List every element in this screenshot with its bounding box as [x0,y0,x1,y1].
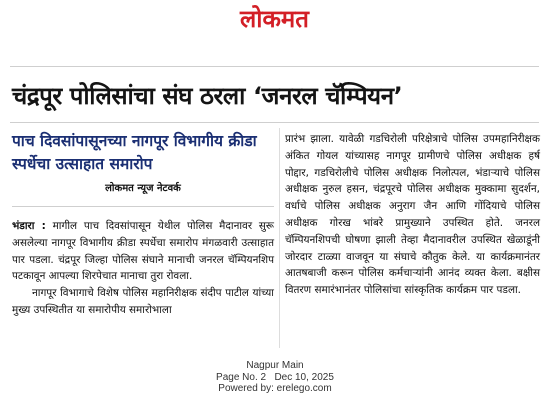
column-divider [279,128,280,348]
article-column-right [285,131,540,299]
dateline: भंडारा : [12,220,46,232]
powered-by: Powered by: erelego.com [218,383,332,394]
edition-label: Nagpur Main [246,360,304,371]
masthead-logo: लोकमत [240,5,309,33]
issue-date: Dec 10, 2025 [274,371,334,383]
article-paragraph-3: प्रारंभ झाला. यावेळी गडचिरोली परिक्षेत्राचे पोलिस उपमहानिरीक्षक अंकित गोयल यांच्यासह नागपूर ग्रामीणचे पोलिस अधीक्षक हर्ष पोद्दार, गडचिरोलीचे पोलिस अधीक्षक निलोत्पल, भंडाऱ्याचे पोलिस अधीक्षक नुरुल हसन, चंद्रपूरचे पोलिस अधीक्षक मुक्कामा सुदर्शन, वर्धाचे पोलिस अधीक्षक अनुराग जैन आणि गोंदियाचे पोलिस अधीक्षक गोरख भांबरे प्रामुख्याने उपस्थित होते. जनरल चॅम्पियनशिपची घोषणा झाली तेव्हा मैदानावरील उपस्थित खेळाडूंनी जोरदार टाळ्या वाजवून या संघाचे कौतुक केले. या कार्यक्रमानंतर आतषबाजी करून पोलिस कर्मचाऱ्यांनी आनंद व्यक्त केला. बक्षीस वितरण समारंभानंतर पोलिसांचा सांस्कृतिक कार्यक्रम पार पडला. [285,133,540,297]
paragraph-1-text: मागील पाच दिवसांपासून येथील पोलिस मैदानावर सुरू असलेल्या नागपूर विभागीय क्रीडा स्पर्धेचा समारोप मंगळवारी उत्साहात पार पडला. चंद्रपूर जिल्हा पोलिस संघाने मानाची जनरल चॅम्पियनशिप पटकावून आपल्या शिरपेचात मानाचा तुरा रोवला. [12,220,274,283]
headline-divider [10,122,539,123]
masthead-divider [10,66,539,67]
byline-divider [12,206,274,207]
subheadline: पाच दिवसांपासूनच्या नागपूर विभागीय क्रीडा स्पर्धेचा उत्साहात समारोप [12,132,257,173]
headline: चंद्रपूर पोलिसांचा संघ ठरला ‘जनरल चॅम्पियन’ [12,82,403,110]
page-number: Page No. 2 [216,371,267,383]
page-info [180,372,370,384]
article-paragraph-2: नागपूर विभागाचे विशेष पोलिस महानिरीक्षक संदीप पाटील यांच्या मुख्य उपस्थितीत या समारोपीय समारोभाला [12,287,274,316]
article-paragraph-1 [12,218,274,285]
byline: लोकमत न्यूज नेटवर्क [105,183,181,194]
page-footer [180,360,370,395]
article-column-left [12,218,274,319]
